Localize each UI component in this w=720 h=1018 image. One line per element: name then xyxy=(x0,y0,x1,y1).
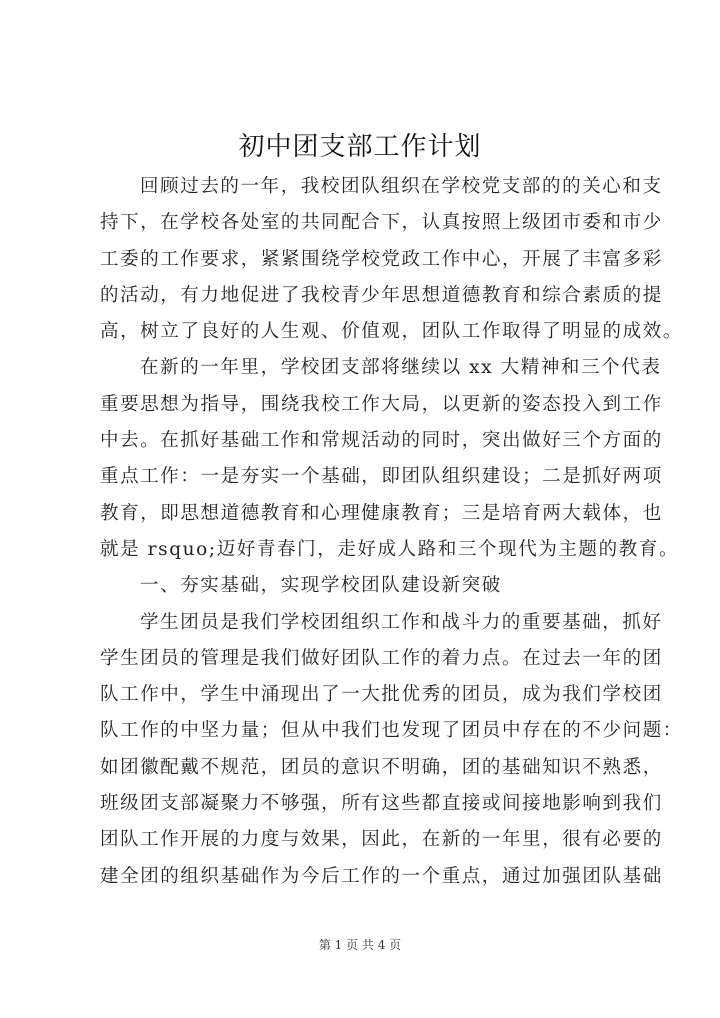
text-line: 学生团员的管理是我们做好团队工作的着力点。在过去一年的团 xyxy=(100,647,663,669)
text-line: 中去。在抓好基础工作和常规活动的同时，突出做好三个方面的 xyxy=(100,430,663,452)
text-line: 队工作中，学生中涌现出了一大批优秀的团员，成为我们学校团 xyxy=(100,684,663,706)
text-line: 学生团员是我们学校团组织工作和战斗力的重要基础，抓好 xyxy=(140,611,663,633)
text-line: 团队工作开展的力度与效果，因此，在新的一年里，很有必要的 xyxy=(100,829,663,851)
text-line: 重点工作：一是夯实一个基础，即团队组织建设；二是抓好两项 xyxy=(100,466,663,488)
text-line: 如团徽配戴不规范，团员的意识不明确，团的基础知识不熟悉， xyxy=(100,756,663,778)
text-line: 队工作的中坚力量；但从中我们也发现了团员中存在的不少问题： xyxy=(100,720,683,742)
document-body xyxy=(100,169,683,895)
text-line: 一、夯实基础，实现学校团队建设新突破 xyxy=(140,575,502,597)
text-line: 高，树立了良好的人生观、价值观，团队工作取得了明显的成效。 xyxy=(100,321,683,343)
text-line: 回顾过去的一年，我校团队组织在学校党支部的的关心和支 xyxy=(140,176,663,197)
text-line: 就是 rsquo;迈好青春门，走好成人路和三个现代为主题的教育。 xyxy=(100,538,680,560)
text-line: 重要思想为指导，围绕我校工作大局，以更新的姿态投入到工作 xyxy=(100,393,663,415)
text-line: 工委的工作要求，紧紧围绕学校党政工作中心，开展了丰富多彩 xyxy=(100,248,663,270)
text-line: 在新的一年里，学校团支部将继续以 xx 大精神和三个代表 xyxy=(140,357,662,379)
page-footer: 第 1 页 共 4 页 xyxy=(318,938,402,952)
text-line: 持下，在学校各处室的共同配合下，认真按照上级团市委和市少 xyxy=(100,212,663,234)
text-line: 班级团支部凝聚力不够强，所有这些都直接或间接地影响到我们 xyxy=(100,793,663,815)
text-line: 的活动，有力地促进了我校青少年思想道德教育和综合素质的提 xyxy=(100,284,663,306)
text-line: 建全团的组织基础作为今后工作的一个重点，通过加强团队基础 xyxy=(100,865,663,887)
document-title: 初中团支部工作计划 xyxy=(238,132,482,162)
text-line: 教育，即思想道德教育和心理健康教育；三是培育两大载体，也 xyxy=(100,502,663,524)
